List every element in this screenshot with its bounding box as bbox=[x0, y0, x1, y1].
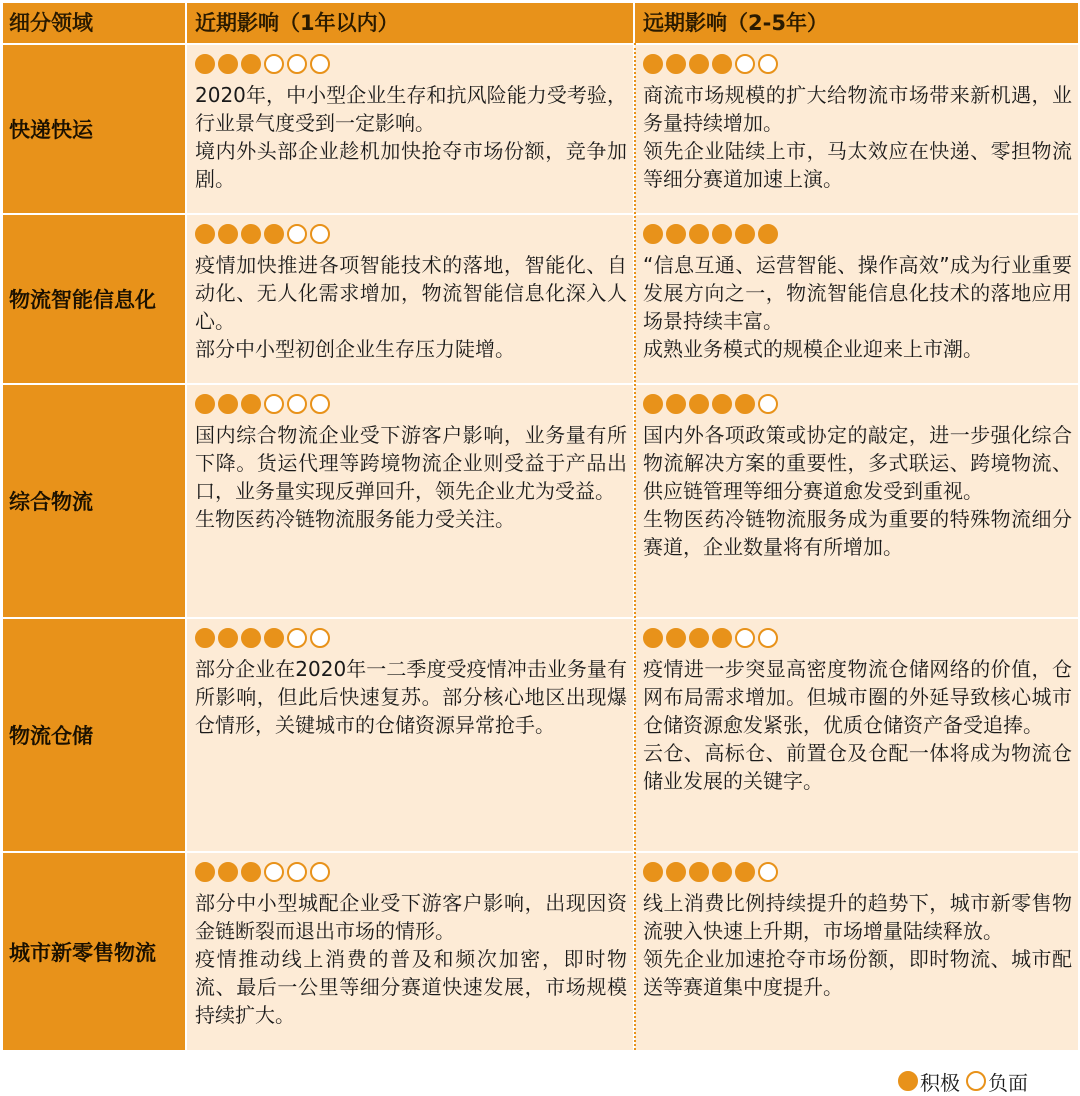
segment-label: 快递快运 bbox=[3, 45, 185, 213]
long-term-impact-text: 领先企业加速抢夺市场份额，即时物流、城市配送等赛道集中度提升。 bbox=[643, 947, 1072, 999]
near-term-impact-text: 境内外头部企业趁机加快抢夺市场份额，竞争加剧。 bbox=[195, 139, 627, 191]
header-near-term: 近期影响（1年以内） bbox=[187, 3, 633, 43]
filled-dot-icon bbox=[689, 54, 709, 74]
long-term-impact-text: 疫情进一步突显高密度物流仓储网络的价值，仓网布局需求增加。但城市圈的外延导致核心城市仓储资源愈发紧张，优质仓储资产备受追捧。 bbox=[643, 657, 1072, 737]
empty-dot-icon bbox=[310, 224, 330, 244]
segment-label: 城市新零售物流 bbox=[3, 853, 185, 1050]
filled-dot-icon bbox=[666, 862, 686, 882]
long-term-impact-text: 生物医药冷链物流服务成为重要的特殊物流细分赛道，企业数量将有所增加。 bbox=[643, 507, 1072, 559]
filled-dot-icon bbox=[712, 862, 732, 882]
segment-label: 物流智能信息化 bbox=[3, 215, 185, 383]
header-segment: 细分领域 bbox=[3, 3, 185, 43]
legend-positive-label: 积极 bbox=[920, 1070, 960, 1095]
near-term-impact-text: 部分中小型初创企业生存压力陡增。 bbox=[195, 337, 515, 361]
near-term-impact-text: 部分中小型城配企业受下游客户影响，出现因资金链断裂而退出市场的情形。 bbox=[195, 891, 627, 943]
empty-dot-icon bbox=[310, 54, 330, 74]
filled-dot-icon bbox=[689, 224, 709, 244]
near-term-impact-text: 生物医药冷链物流服务能力受关注。 bbox=[195, 507, 515, 531]
long-term-impact-cell bbox=[635, 215, 1078, 383]
empty-dot-icon bbox=[758, 394, 778, 414]
empty-dot-icon bbox=[310, 394, 330, 414]
filled-dot-icon bbox=[241, 628, 261, 648]
empty-dot-icon bbox=[310, 628, 330, 648]
negative-dot-icon bbox=[966, 1071, 986, 1091]
long-term-impact-text: 领先企业陆续上市，马太效应在快递、零担物流等细分赛道加速上演。 bbox=[643, 139, 1072, 191]
filled-dot-icon bbox=[735, 224, 755, 244]
empty-dot-icon bbox=[758, 628, 778, 648]
segment-label: 物流仓储 bbox=[3, 619, 185, 851]
filled-dot-icon bbox=[195, 224, 215, 244]
table-row bbox=[3, 385, 1078, 617]
filled-dot-icon bbox=[689, 628, 709, 648]
long-term-rating bbox=[643, 623, 1072, 653]
segment-label: 综合物流 bbox=[3, 385, 185, 617]
header-long-term: 远期影响（2-5年） bbox=[635, 3, 1078, 43]
filled-dot-icon bbox=[218, 628, 238, 648]
long-term-rating bbox=[643, 219, 1072, 249]
empty-dot-icon bbox=[287, 628, 307, 648]
filled-dot-icon bbox=[735, 394, 755, 414]
empty-dot-icon bbox=[735, 54, 755, 74]
table-row bbox=[3, 215, 1078, 383]
long-term-rating bbox=[643, 49, 1072, 79]
filled-dot-icon bbox=[666, 54, 686, 74]
near-term-rating bbox=[195, 857, 627, 887]
near-term-rating bbox=[195, 219, 627, 249]
near-term-rating bbox=[195, 389, 627, 419]
near-term-impact-text: 部分企业在2020年一二季度受疫情冲击业务量有所影响，但此后快速复苏。部分核心地区出现爆仓情形，关键城市的仓储资源异常抢手。 bbox=[195, 657, 627, 737]
empty-dot-icon bbox=[758, 54, 778, 74]
near-term-impact-cell bbox=[187, 853, 633, 1050]
filled-dot-icon bbox=[666, 224, 686, 244]
filled-dot-icon bbox=[643, 628, 663, 648]
long-term-impact-cell bbox=[635, 853, 1078, 1050]
filled-dot-icon bbox=[643, 394, 663, 414]
filled-dot-icon bbox=[218, 54, 238, 74]
filled-dot-icon bbox=[241, 224, 261, 244]
empty-dot-icon bbox=[264, 394, 284, 414]
long-term-impact-cell bbox=[635, 45, 1078, 213]
empty-dot-icon bbox=[287, 862, 307, 882]
filled-dot-icon bbox=[218, 224, 238, 244]
filled-dot-icon bbox=[689, 862, 709, 882]
long-term-rating bbox=[643, 857, 1072, 887]
filled-dot-icon bbox=[666, 394, 686, 414]
filled-dot-icon bbox=[241, 54, 261, 74]
near-term-impact-cell bbox=[187, 385, 633, 617]
column-divider bbox=[634, 43, 636, 1050]
filled-dot-icon bbox=[758, 224, 778, 244]
filled-dot-icon bbox=[218, 862, 238, 882]
near-term-impact-cell bbox=[187, 45, 633, 213]
empty-dot-icon bbox=[310, 862, 330, 882]
filled-dot-icon bbox=[643, 54, 663, 74]
table-row bbox=[3, 853, 1078, 1050]
positive-dot-icon bbox=[898, 1071, 918, 1091]
filled-dot-icon bbox=[241, 394, 261, 414]
table-header bbox=[3, 3, 1078, 43]
filled-dot-icon bbox=[195, 394, 215, 414]
empty-dot-icon bbox=[264, 54, 284, 74]
table-row bbox=[3, 619, 1078, 851]
table-row bbox=[3, 45, 1078, 213]
filled-dot-icon bbox=[264, 224, 284, 244]
legend bbox=[898, 1068, 1034, 1094]
filled-dot-icon bbox=[735, 862, 755, 882]
filled-dot-icon bbox=[712, 394, 732, 414]
long-term-impact-text: 成熟业务模式的规模企业迎来上市潮。 bbox=[643, 337, 983, 361]
near-term-impact-cell bbox=[187, 215, 633, 383]
long-term-impact-text: 国内外各项政策或协定的敲定，进一步强化综合物流解决方案的重要性，多式联运、跨境物流、供应链管理等细分赛道愈发受到重视。 bbox=[643, 423, 1072, 503]
filled-dot-icon bbox=[195, 628, 215, 648]
filled-dot-icon bbox=[643, 862, 663, 882]
near-term-impact-text: 国内综合物流企业受下游客户影响，业务量有所下降。货运代理等跨境物流企业则受益于产品出口，业务量实现反弹回升，领先企业尤为受益。 bbox=[195, 423, 627, 503]
near-term-impact-text: 疫情加快推进各项智能技术的落地，智能化、自动化、无人化需求增加，物流智能信息化深入人心。 bbox=[195, 253, 627, 333]
long-term-impact-text: 云仓、高标仓、前置仓及仓配一体将成为物流仓储业发展的关键字。 bbox=[643, 741, 1072, 793]
filled-dot-icon bbox=[712, 224, 732, 244]
legend-negative-label: 负面 bbox=[988, 1070, 1028, 1095]
filled-dot-icon bbox=[689, 394, 709, 414]
filled-dot-icon bbox=[195, 862, 215, 882]
empty-dot-icon bbox=[287, 54, 307, 74]
empty-dot-icon bbox=[264, 862, 284, 882]
long-term-impact-cell bbox=[635, 619, 1078, 851]
long-term-impact-text: 线上消费比例持续提升的趋势下，城市新零售物流驶入快速上升期，市场增量陆续释放。 bbox=[643, 891, 1072, 943]
filled-dot-icon bbox=[218, 394, 238, 414]
long-term-rating bbox=[643, 389, 1072, 419]
empty-dot-icon bbox=[735, 628, 755, 648]
empty-dot-icon bbox=[287, 394, 307, 414]
filled-dot-icon bbox=[666, 628, 686, 648]
filled-dot-icon bbox=[241, 862, 261, 882]
filled-dot-icon bbox=[712, 54, 732, 74]
filled-dot-icon bbox=[195, 54, 215, 74]
near-term-impact-text: 疫情推动线上消费的普及和频次加密，即时物流、最后一公里等细分赛道快速发展，市场规模持续扩大。 bbox=[195, 947, 627, 1027]
near-term-impact-cell bbox=[187, 619, 633, 851]
filled-dot-icon bbox=[264, 628, 284, 648]
near-term-rating bbox=[195, 623, 627, 653]
long-term-impact-cell bbox=[635, 385, 1078, 617]
near-term-rating bbox=[195, 49, 627, 79]
empty-dot-icon bbox=[758, 862, 778, 882]
long-term-impact-text: “信息互通、运营智能、操作高效”成为行业重要发展方向之一，物流智能信息化技术的落地应用场景持续丰富。 bbox=[643, 253, 1072, 333]
empty-dot-icon bbox=[287, 224, 307, 244]
filled-dot-icon bbox=[643, 224, 663, 244]
long-term-impact-text: 商流市场规模的扩大给物流市场带来新机遇，业务量持续增加。 bbox=[643, 83, 1072, 135]
near-term-impact-text: 2020年，中小型企业生存和抗风险能力受考验，行业景气度受到一定影响。 bbox=[195, 83, 627, 135]
filled-dot-icon bbox=[712, 628, 732, 648]
